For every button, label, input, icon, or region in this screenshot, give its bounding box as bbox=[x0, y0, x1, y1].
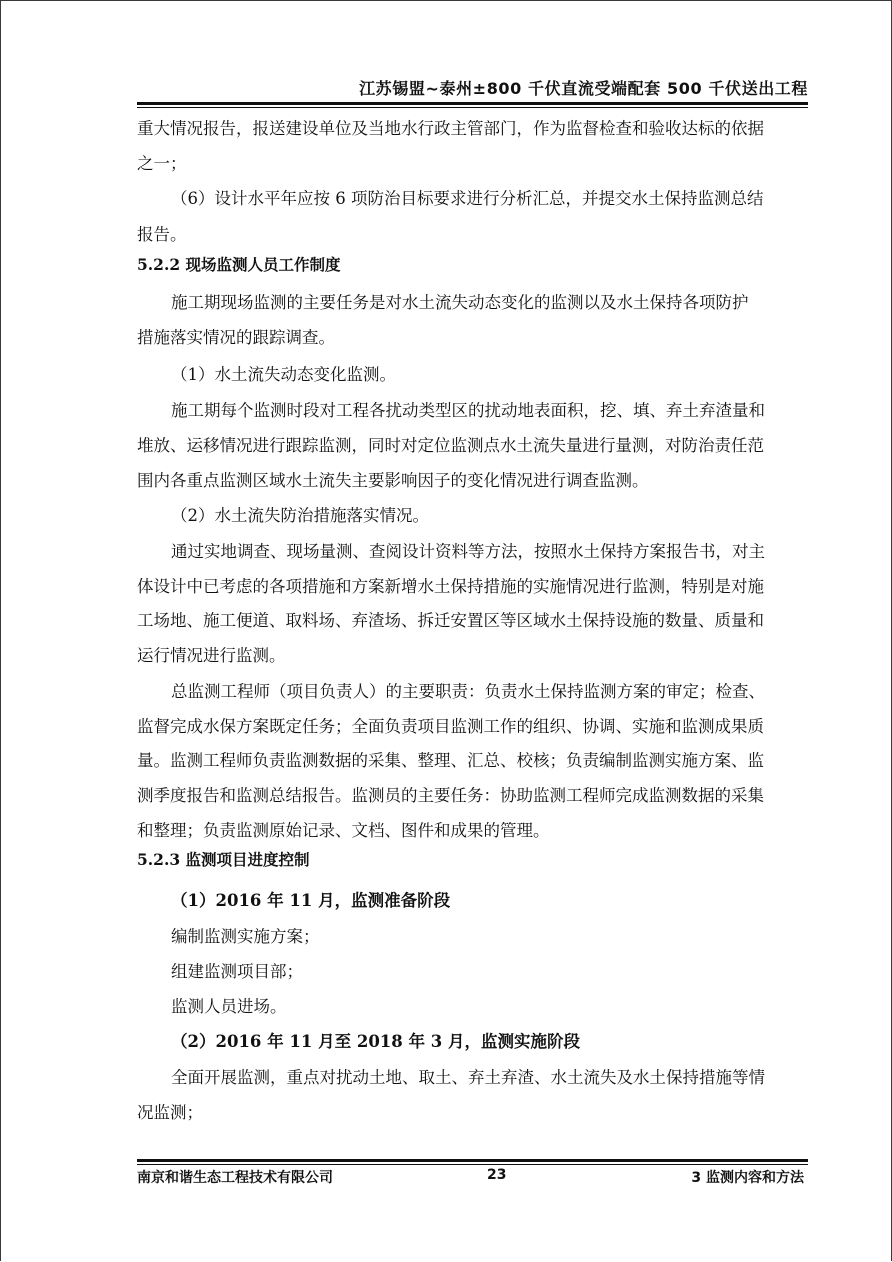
header-rule bbox=[137, 102, 808, 105]
paragraph-line: 报告。 bbox=[137, 225, 187, 244]
paragraph-line: 体设计中已考虑的各项措施和方案新增水土保持措施的实施情况进行监测，特别是对施 bbox=[137, 577, 764, 596]
stage-heading-2: （2）2016 年 11 月至 2018 年 3 月，监测实施阶段 bbox=[171, 1032, 580, 1051]
paragraph-line: 量。监测工程师负责监测数据的采集、整理、汇总、校核；负责编制监测实施方案、监 bbox=[137, 751, 764, 770]
paragraph-line: 措施落实情况的跟踪调查。 bbox=[137, 328, 335, 347]
paragraph-line: 施工期现场监测的主要任务是对水土流失动态变化的监测以及水土保持各项防护 bbox=[171, 293, 749, 312]
paragraph-line: 围内各重点监测区域水土流失主要影响因子的变化情况进行调查监测。 bbox=[137, 471, 649, 490]
list-item: 组建监测项目部； bbox=[171, 962, 303, 981]
paragraph-line: 总监测工程师（项目负责人）的主要职责：负责水土保持监测方案的审定；检查、 bbox=[171, 682, 765, 701]
footer-rule-thin bbox=[137, 1164, 808, 1165]
paragraph-line: 运行情况进行监测。 bbox=[137, 646, 286, 665]
paragraph-line: 况监测； bbox=[137, 1103, 203, 1122]
page-number: 23 bbox=[487, 1167, 507, 1183]
footer-company: 南京和谐生态工程技术有限公司 bbox=[137, 1170, 333, 1186]
header-rule-thin bbox=[137, 107, 808, 108]
list-item: 编制监测实施方案； bbox=[171, 927, 320, 946]
paragraph-line: 堆放、运移情况进行跟踪监测，同时对定位监测点水土流失量进行量测，对防治责任范 bbox=[137, 436, 764, 455]
running-header: 江苏锡盟~泰州±800 千伏直流受端配套 500 千伏送出工程 bbox=[359, 79, 808, 98]
paragraph-line: 全面开展监测，重点对扰动土地、取土、弃土弃渣、水土流失及水土保持措施等情 bbox=[171, 1068, 765, 1087]
paragraph-line: （2）水土流失防治措施落实情况。 bbox=[171, 506, 429, 525]
paragraph-line: 工场地、施工便道、取料场、弃渣场、拆迁安置区等区域水土保持设施的数量、质量和 bbox=[137, 611, 764, 630]
paragraph-line: 测季度报告和监测总结报告。监测员的主要任务：协助监测工程师完成监测数据的采集 bbox=[137, 786, 764, 805]
paragraph-line: （1）水土流失动态变化监测。 bbox=[171, 365, 396, 384]
section-heading-5-2-2: 5.2.2 现场监测人员工作制度 bbox=[137, 255, 341, 274]
paragraph-line: 监督完成水保方案既定任务；全面负责项目监测工作的组织、协调、实施和监测成果质 bbox=[137, 717, 764, 736]
paragraph-line: （6）设计水平年应按 6 项防治目标要求进行分析汇总，并提交水土保持监测总结 bbox=[171, 189, 764, 208]
paragraph-line: 施工期每个监测时段对工程各扰动类型区的扰动地表面积，挖、填、弃土弃渣量和 bbox=[171, 401, 765, 420]
footer-rule bbox=[137, 1159, 808, 1162]
list-item: 监测人员进场。 bbox=[171, 997, 287, 1016]
paragraph-line: 重大情况报告，报送建设单位及当地水行政主管部门，作为监督检查和验收达标的依据 bbox=[137, 119, 764, 138]
paragraph-line: 和整理；负责监测原始记录、文档、图件和成果的管理。 bbox=[137, 821, 550, 840]
footer-chapter: 3 监测内容和方法 bbox=[691, 1170, 804, 1186]
section-heading-5-2-3: 5.2.3 监测项目进度控制 bbox=[137, 850, 310, 869]
paragraph-line: 通过实地调查、现场量测、查阅设计资料等方法，按照水土保持方案报告书，对主 bbox=[171, 542, 765, 561]
stage-heading-1: （1）2016 年 11 月，监测准备阶段 bbox=[171, 891, 451, 910]
paragraph-line: 之一； bbox=[137, 154, 187, 173]
